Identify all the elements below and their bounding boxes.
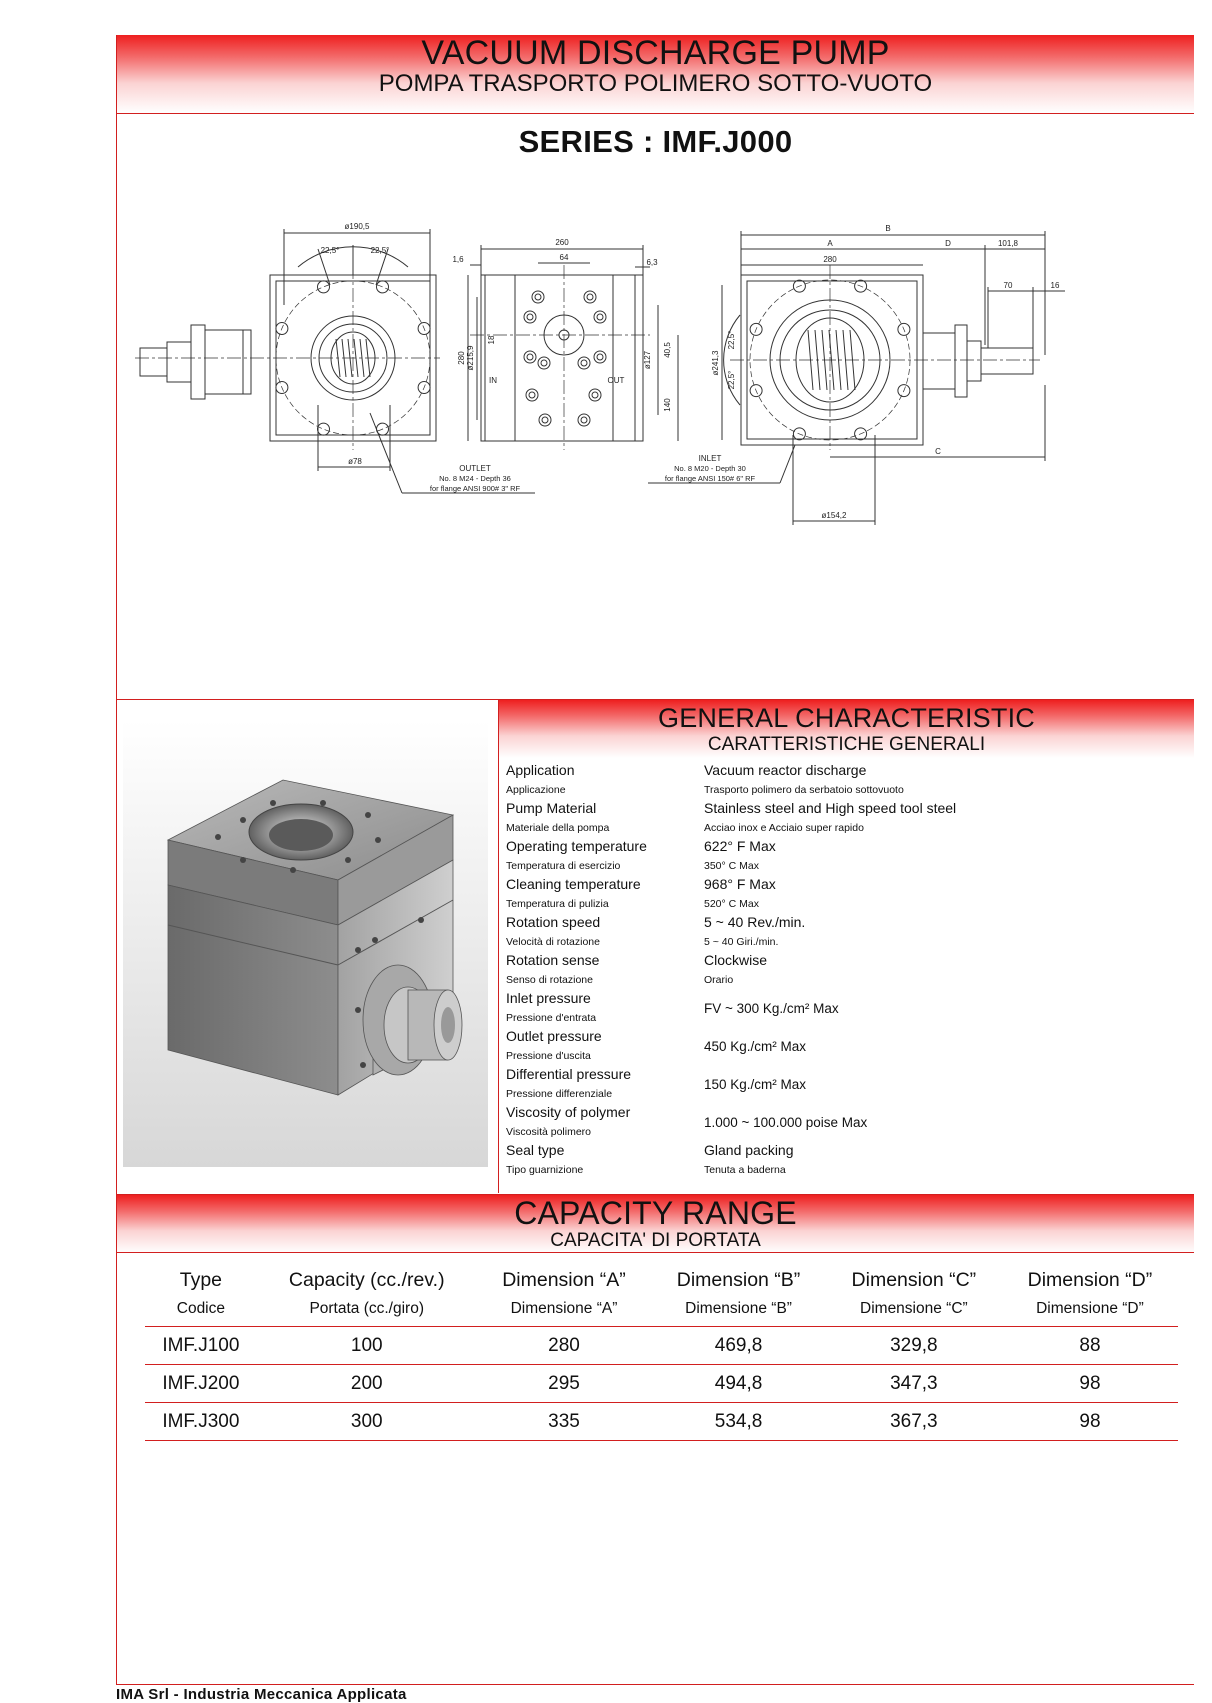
dimension-label: 64 (559, 253, 569, 262)
shaft (167, 342, 191, 382)
capacity-range-band (117, 1195, 1194, 1253)
column-header (651, 1265, 826, 1327)
spec-label-it: Tipo guarnizione (506, 1164, 584, 1176)
bolt-hole-inner (535, 294, 541, 300)
dimension-label: 260 (555, 238, 569, 247)
bolt-hole (524, 311, 536, 323)
spec-value: Stainless steel and High speed tool steel (704, 800, 957, 816)
column-header-it: Dimensione “D” (1036, 1300, 1144, 1317)
spec-label: Viscosity of polymer (506, 1104, 631, 1120)
column-header (1002, 1265, 1178, 1327)
dimension-label: 18 (487, 335, 496, 345)
table-row (145, 1365, 1178, 1403)
capacity-subtitle: CAPACITA' DI PORTATA (550, 1230, 761, 1251)
bolt-hole-inner (597, 354, 603, 360)
flange (191, 325, 205, 399)
spec-label: Pump Material (506, 800, 597, 816)
capacity-table (145, 1265, 1178, 1441)
spec-label: Rotation speed (506, 914, 601, 930)
bolt-hole-inner (542, 417, 548, 423)
table-cell: 329,8 (826, 1327, 1002, 1365)
spec-value: Gland packing (704, 1142, 794, 1158)
column-header-it: Codice (176, 1300, 225, 1317)
spec-label-it: Pressione d'uscita (506, 1050, 591, 1062)
capacity-table-header (145, 1265, 1178, 1327)
table-row (145, 1403, 1178, 1441)
table-cell: 367,3 (826, 1403, 1002, 1441)
bolt-hole-inner (587, 294, 593, 300)
column-header (477, 1265, 652, 1327)
bolt-hole (589, 389, 601, 401)
dimension-label: 140 (663, 398, 672, 412)
dimension-label: ø215,9 (466, 345, 475, 371)
spec-label-it: Senso di rotazione (506, 974, 593, 986)
dimension-label: IN (489, 376, 497, 385)
dimension-label: 22,5° (727, 330, 736, 350)
front-view (135, 222, 535, 493)
bolt-hole-inner (597, 314, 603, 320)
side-plate (613, 275, 635, 441)
dimension-label: 22,5° (370, 246, 390, 255)
spec-label: Operating temperature (506, 838, 647, 854)
table-cell: 100 (257, 1327, 477, 1365)
column-header-en: Dimension “D” (1027, 1269, 1153, 1291)
bolt-hole (532, 291, 544, 303)
bolt-hole (578, 414, 590, 426)
dimension-label: C (935, 447, 941, 456)
footer-company: IMA Srl - Industria Meccanica Applicata (116, 1686, 407, 1703)
table-cell: 295 (477, 1365, 652, 1403)
table-cell: IMF.J200 (145, 1365, 257, 1403)
spec-row (506, 874, 1186, 912)
dimension-label: A (827, 239, 833, 248)
spec-label-it: Velocità di rotazione (506, 936, 600, 948)
spec-label-it: Applicazione (506, 784, 566, 796)
spec-row (506, 912, 1186, 950)
top-view (711, 224, 1065, 525)
table-cell: IMF.J300 (145, 1403, 257, 1441)
bolt-hole-inner (541, 360, 547, 366)
spec-row (506, 1026, 1186, 1064)
spec-label: Outlet pressure (506, 1028, 602, 1044)
spec-row (506, 988, 1186, 1026)
column-header (145, 1265, 257, 1327)
bolt-hole (584, 291, 596, 303)
spec-value: 968° F Max (704, 876, 776, 892)
series-title: SERIES : IMF.J000 (518, 124, 793, 159)
bolt-hole-inner (529, 392, 535, 398)
column-header (257, 1265, 477, 1327)
bolt-hole (524, 351, 536, 363)
flange (955, 325, 967, 397)
dimension-label: INLET (698, 454, 722, 463)
dimension-label: for flange ANSI 150# 6" RF (664, 474, 756, 483)
spec-value-it: 5 ~ 40 Giri./min. (704, 936, 779, 948)
spec-value: 150 Kg./cm² Max (704, 1077, 807, 1092)
spec-label-it: Temperatura di pulizia (506, 898, 609, 910)
bolt-hole-inner (581, 360, 587, 366)
dimension-label: 101,8 (997, 239, 1019, 248)
column-header-it: Portata (cc./giro) (309, 1300, 424, 1317)
spec-value: FV ~ 300 Kg./cm² Max (704, 1001, 839, 1016)
collar (243, 330, 251, 394)
general-characteristic-band (499, 700, 1194, 758)
spec-value: 450 Kg./cm² Max (704, 1039, 807, 1054)
table-cell: 335 (477, 1403, 652, 1441)
technical-drawing (140, 222, 1180, 575)
table-cell: IMF.J100 (145, 1327, 257, 1365)
spec-row (506, 760, 1186, 798)
bolt-hole-inner (592, 392, 598, 398)
shaft-end (140, 348, 167, 376)
dimension-label: for flange ANSI 900# 3" RF (429, 484, 521, 493)
dimension-label: No. 8 M24 - Depth 36 (439, 474, 511, 483)
column-header-en: Dimension “A” (502, 1269, 626, 1291)
coupling (205, 330, 243, 394)
bolt-hole (594, 311, 606, 323)
table-cell: 494,8 (651, 1365, 826, 1403)
spec-value: 5 ~ 40 Rev./min. (704, 914, 806, 930)
dimension-label: ø127 (643, 350, 652, 370)
bolt-hole (538, 357, 550, 369)
spec-row (506, 1064, 1186, 1102)
spec-list (506, 760, 1186, 1178)
dimension-label: 70 (1003, 281, 1013, 290)
bolt-hole (526, 389, 538, 401)
photo-divider (498, 700, 499, 1193)
column-header-en: Type (179, 1269, 223, 1291)
spec-row (506, 1140, 1186, 1178)
spec-value: Clockwise (704, 952, 768, 968)
spec-value: Vacuum reactor discharge (704, 762, 867, 778)
table-cell: 88 (1002, 1327, 1178, 1365)
dimension-label: 22,5° (320, 246, 340, 255)
column-header-en: Dimension “C” (851, 1269, 977, 1291)
capacity-divider (116, 1252, 1194, 1253)
table-cell: 98 (1002, 1365, 1178, 1403)
side-plate (485, 275, 515, 441)
table-cell: 280 (477, 1327, 652, 1365)
column-header-en: Dimension “B” (676, 1269, 801, 1291)
leader-line (370, 413, 402, 493)
dimension-label: 280 (823, 255, 837, 264)
spec-value-it: 520° C Max (704, 898, 759, 910)
spec-row (506, 1102, 1186, 1140)
column-header-it: Dimensione “B” (685, 1300, 792, 1317)
spec-value: 622° F Max (704, 838, 776, 854)
spec-label: Application (506, 762, 575, 778)
dimension-label: 280 (457, 351, 466, 365)
dimension-label: D (945, 239, 951, 248)
table-cell: 98 (1002, 1403, 1178, 1441)
collar (967, 341, 981, 381)
dimension-label: B (885, 224, 891, 233)
bolt-hole (318, 281, 330, 293)
general-subtitle: CARATTERISTICHE GENERALI (707, 734, 986, 755)
dimension-label: ø154,2 (821, 511, 847, 520)
column-header-it: Dimensione “C” (860, 1300, 968, 1317)
dimension-label: ø241,3 (711, 350, 720, 376)
dimension-label: No. 8 M20 - Depth 30 (674, 464, 746, 473)
bolt-hole-inner (527, 314, 533, 320)
header-divider (116, 113, 1194, 114)
left-margin-rule (116, 35, 117, 1685)
bolt-hole (318, 423, 330, 435)
header-band (117, 35, 1194, 113)
dimension-label: 40,5 (663, 342, 672, 358)
spec-label: Differential pressure (506, 1066, 632, 1082)
bolt-hole-inner (527, 354, 533, 360)
footer-rule (116, 1684, 1194, 1685)
spec-label-it: Viscosità polimero (506, 1126, 592, 1138)
spec-value-it: Orario (704, 974, 734, 986)
spec-value-it: Acciao inox e Acciaio super rapido (704, 822, 864, 834)
spec-value: 1.000 ~ 100.000 poise Max (704, 1115, 868, 1130)
spec-label: Seal type (506, 1142, 565, 1158)
spec-value-it: Trasporto polimero da serbatoio sottovuoto (704, 784, 904, 796)
table-cell: 469,8 (651, 1327, 826, 1365)
spec-value-it: 350° C Max (704, 860, 759, 872)
spec-label-it: Temperatura di esercizio (506, 860, 621, 872)
dimension-label: 22,5° (727, 370, 736, 390)
column-header (826, 1265, 1002, 1327)
dimension-label: OUT (607, 376, 625, 385)
bolt-hole (539, 414, 551, 426)
spec-label: Inlet pressure (506, 990, 591, 1006)
table-cell: 534,8 (651, 1403, 826, 1441)
table-cell: 200 (257, 1365, 477, 1403)
spec-label: Rotation sense (506, 952, 600, 968)
dimension-label: 16 (1050, 281, 1060, 290)
spec-row (506, 798, 1186, 836)
spec-label-it: Pressione d'entrata (506, 1012, 597, 1024)
dimension-label: 6,3 (646, 258, 658, 267)
column-header-en: Capacity (cc./rev.) (288, 1269, 445, 1291)
page-title: VACUUM DISCHARGE PUMP (421, 34, 890, 72)
spec-label-it: Materiale della pompa (506, 822, 610, 834)
capacity-title: CAPACITY RANGE (514, 1195, 797, 1231)
shaft (981, 348, 1033, 374)
table-cell: 300 (257, 1403, 477, 1441)
coupling (923, 333, 955, 389)
bolt-hole-inner (581, 417, 587, 423)
spec-row (506, 836, 1186, 874)
pump-photo (123, 720, 488, 1167)
spec-label-it: Pressione differenziale (506, 1088, 613, 1100)
spec-row (506, 950, 1186, 988)
bolt-hole (578, 357, 590, 369)
page-subtitle: POMPA TRASPORTO POLIMERO SOTTO-VUOTO (378, 70, 933, 97)
dimension-label: OUTLET (459, 464, 491, 473)
dimension-label: ø190,5 (344, 222, 370, 231)
table-row (145, 1327, 1178, 1365)
spec-label: Cleaning temperature (506, 876, 641, 892)
body-outline (481, 275, 643, 441)
bolt-hole (594, 351, 606, 363)
general-title: GENERAL CHARACTERISTIC (658, 703, 1035, 733)
dimension-label: 1,6 (452, 255, 464, 264)
spec-value-it: Tenuta a baderna (704, 1164, 786, 1176)
dimension-label: ø78 (348, 457, 362, 466)
column-header-it: Dimensione “A” (510, 1300, 618, 1317)
table-cell: 347,3 (826, 1365, 1002, 1403)
